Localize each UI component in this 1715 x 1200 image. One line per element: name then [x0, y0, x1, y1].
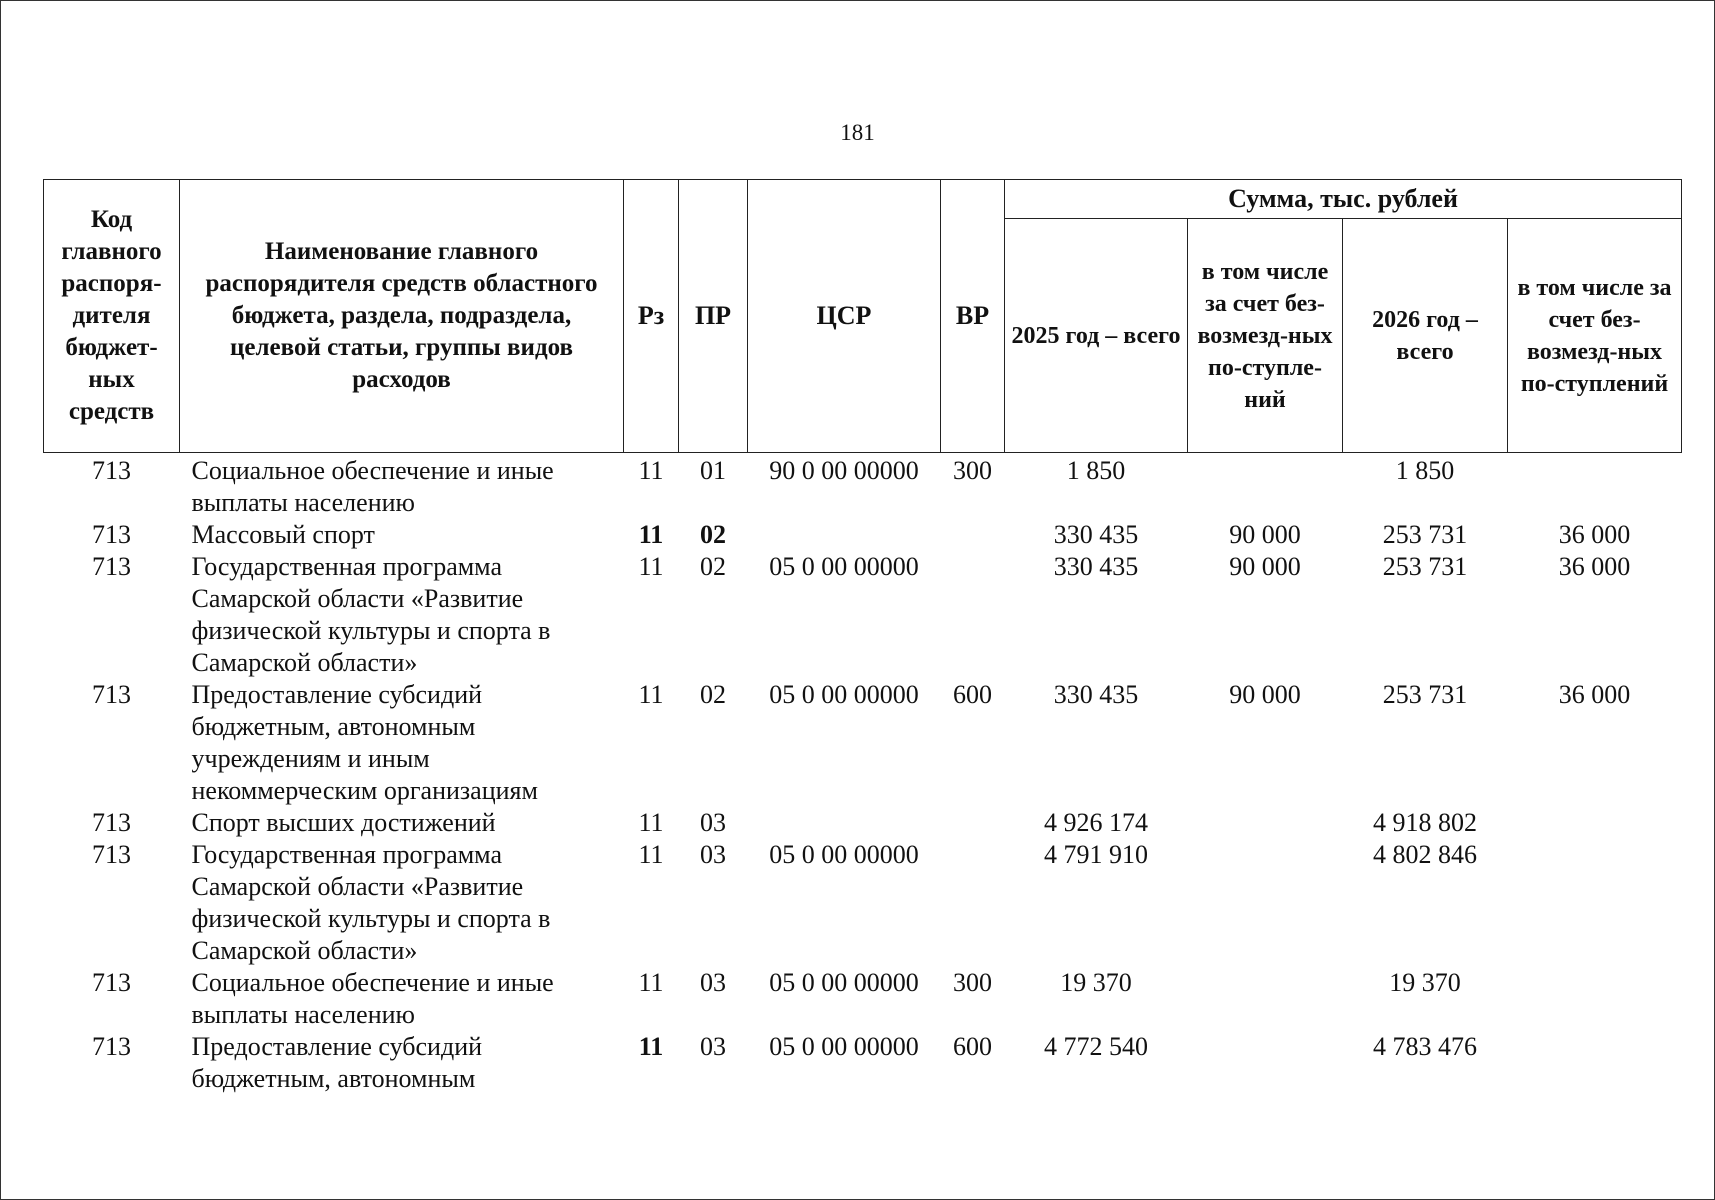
cell-csr: 05 0 00 00000	[769, 968, 919, 997]
cell-2025-total: 330 435	[1053, 552, 1139, 581]
cell-2025-grants	[1188, 453, 1343, 520]
header-2025-total: 2025 год – всего	[1005, 219, 1188, 453]
cell-2025-grants	[1188, 967, 1343, 1031]
table-row	[44, 1031, 1682, 1095]
cell-2026-total: 4 802 846	[1373, 840, 1477, 869]
table-row	[44, 453, 1682, 520]
cell-2026-grants: 36 000	[1558, 680, 1631, 709]
cell-2026-total: 253 731	[1382, 520, 1468, 549]
cell-2025-total: 4 926 174	[1044, 808, 1148, 837]
cell-2025-grants: 90 000	[1229, 552, 1301, 581]
cell-2026-total: 4 918 802	[1373, 808, 1477, 837]
header-sum-group: Сумма, тыс. рублей	[1005, 180, 1682, 219]
header-2025-grants: в том числе за счет без-возмезд-ных по-ступле-ний	[1188, 219, 1343, 453]
table-body	[44, 453, 1682, 1096]
cell-pr: 03	[700, 808, 726, 837]
cell-pr: 03	[700, 840, 726, 869]
cell-2025-total: 19 370	[1060, 968, 1132, 997]
cell-pr: 02	[700, 680, 726, 709]
cell-2025-total: 330 435	[1053, 680, 1139, 709]
cell-rz: 11	[638, 552, 664, 581]
cell-vr	[941, 519, 1005, 551]
budget-table	[43, 179, 1682, 1095]
cell-2025-grants	[1188, 807, 1343, 839]
cell-name: Социальное обеспечение и иные выплаты населению	[191, 456, 554, 517]
cell-rz: 11	[638, 680, 664, 709]
cell-2026-total: 253 731	[1382, 552, 1468, 581]
cell-code: 713	[92, 808, 131, 837]
header-code: Код главного распоря-дителя бюджет-ных средств	[44, 180, 180, 453]
cell-vr	[941, 551, 1005, 679]
cell-code: 713	[92, 456, 131, 485]
table-row	[44, 551, 1682, 679]
cell-code: 713	[92, 520, 131, 549]
header-2026-grants: в том числе за счет без-возмезд-ных по-ступлений	[1508, 219, 1682, 453]
cell-2026-grants: 36 000	[1558, 520, 1631, 549]
cell-rz: 11	[638, 1032, 664, 1061]
cell-2025-total: 4 772 540	[1044, 1032, 1148, 1061]
cell-vr: 300	[953, 968, 992, 997]
cell-csr	[748, 519, 941, 551]
cell-csr: 90 0 00 00000	[769, 456, 919, 485]
cell-code: 713	[92, 1032, 131, 1061]
cell-csr: 05 0 00 00000	[769, 552, 919, 581]
cell-name: Социальное обеспечение и иные выплаты населению	[191, 968, 554, 1029]
cell-name: Спорт высших достижений	[191, 808, 496, 837]
table-row	[44, 839, 1682, 967]
cell-name: Государственная программа Самарской области «Развитие физической культуры и спорта в Самарской области»	[191, 840, 551, 965]
header-rz: Рз	[624, 180, 679, 453]
cell-2026-total: 4 783 476	[1373, 1032, 1477, 1061]
cell-rz: 11	[638, 520, 664, 549]
table-row	[44, 967, 1682, 1031]
cell-2026-grants	[1508, 1031, 1682, 1095]
cell-2025-grants	[1188, 839, 1343, 967]
cell-2025-total: 1 850	[1066, 456, 1126, 485]
cell-code: 713	[92, 968, 131, 997]
cell-2026-grants	[1508, 839, 1682, 967]
cell-vr	[941, 807, 1005, 839]
cell-2026-grants	[1508, 807, 1682, 839]
table-row	[44, 519, 1682, 551]
cell-vr: 600	[953, 1032, 992, 1061]
cell-pr: 01	[700, 456, 726, 485]
cell-code: 713	[92, 680, 131, 709]
cell-2026-grants: 36 000	[1558, 552, 1631, 581]
cell-2026-grants	[1508, 967, 1682, 1031]
cell-vr: 300	[953, 456, 992, 485]
cell-code: 713	[92, 840, 131, 869]
cell-csr: 05 0 00 00000	[769, 840, 919, 869]
table-header	[44, 180, 1682, 453]
cell-2025-total: 4 791 910	[1044, 840, 1148, 869]
cell-2025-grants: 90 000	[1229, 520, 1301, 549]
cell-rz: 11	[638, 840, 664, 869]
header-2026-total: 2026 год – всего	[1343, 219, 1508, 453]
cell-pr: 03	[700, 1032, 726, 1061]
cell-name: Государственная программа Самарской области «Развитие физической культуры и спорта в Самарской области»	[191, 552, 551, 677]
cell-rz: 11	[638, 808, 664, 837]
table-row	[44, 807, 1682, 839]
cell-rz: 11	[638, 968, 664, 997]
cell-pr: 03	[700, 968, 726, 997]
table-row	[44, 679, 1682, 807]
cell-name: Предоставление субсидий бюджетным, автономным учреждениям и иным некоммерческим организациям	[191, 680, 538, 805]
cell-vr: 600	[953, 680, 992, 709]
cell-2025-grants	[1188, 1031, 1343, 1095]
header-pr: ПР	[679, 180, 748, 453]
cell-rz: 11	[638, 456, 664, 485]
cell-pr: 02	[700, 552, 726, 581]
cell-csr: 05 0 00 00000	[769, 680, 919, 709]
cell-2026-grants	[1508, 453, 1682, 520]
cell-2026-total: 253 731	[1382, 680, 1468, 709]
cell-pr: 02	[700, 520, 726, 549]
cell-name: Предоставление субсидий бюджетным, автономным	[191, 1032, 483, 1093]
cell-vr	[941, 839, 1005, 967]
cell-2026-total: 19 370	[1389, 968, 1461, 997]
cell-csr: 05 0 00 00000	[769, 1032, 919, 1061]
cell-code: 713	[92, 552, 131, 581]
cell-2025-total: 330 435	[1053, 520, 1139, 549]
cell-name: Массовый спорт	[191, 520, 375, 549]
cell-2026-total: 1 850	[1395, 456, 1455, 485]
header-csr: ЦСР	[748, 180, 941, 453]
header-vr: ВР	[941, 180, 1005, 453]
header-name: Наименование главного распорядителя средств областного бюджета, раздела, подраздела, целевой статьи, группы видов расходов	[180, 180, 624, 453]
cell-2025-grants: 90 000	[1229, 680, 1301, 709]
cell-csr	[748, 807, 941, 839]
page-number: 181	[840, 120, 875, 145]
